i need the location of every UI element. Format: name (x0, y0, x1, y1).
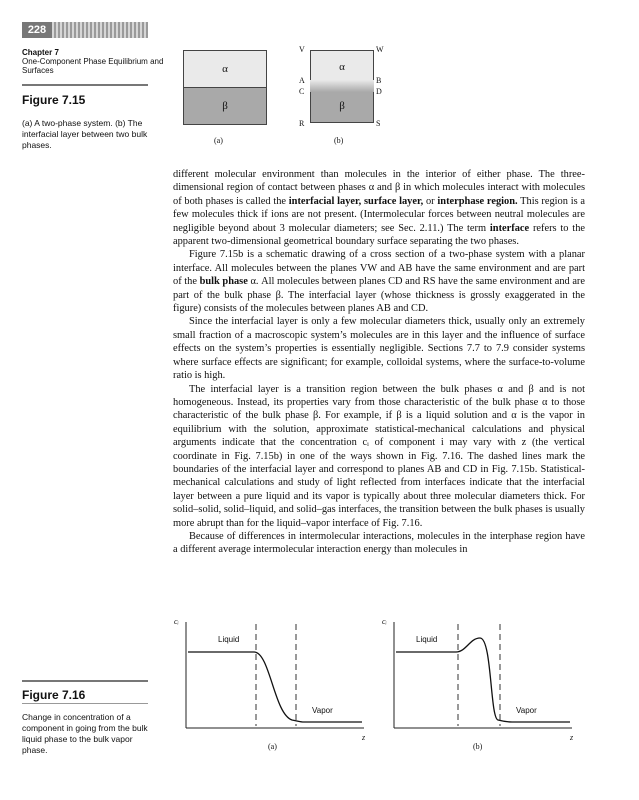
plane-label-r: R (299, 119, 305, 128)
plane-label-v: V (299, 45, 305, 54)
paragraph-1: different molecular environment than molecules in the interior of either phase. The three-dimensional region of contact between phases α and β in which molecules interact with molecules of both phases is called the interfacial layer, surface layer, or interphase region. This region is a few molecules thick if ions are not present. (Intermolecular forces between neutral molecules are negligible beyond about 3 molecular diameters; see Sec. 2.11.) The term interface refers to the apparent two-dimensional geometrical boundary surface separating the two phases. (173, 169, 586, 248)
phase-alpha-box-b (310, 50, 374, 81)
figure-rule (22, 84, 148, 86)
figure-716-label: Figure 7.16 (22, 688, 86, 702)
figure-rule-3 (22, 703, 148, 704)
paragraph-5: Because of differences in intermolecular interactions, molecules in the interphase region have a different average intermolecular interaction energy than molecules in (173, 530, 585, 556)
x-axis-label-a: z (362, 733, 366, 742)
plane-label-b: B (376, 76, 382, 85)
y-axis-label-a: cᵢ (174, 617, 179, 626)
vapor-label-a: Vapor (312, 706, 333, 715)
paragraph-3: Since the interfacial layer is only a few molecular diameters thick, usually only an extremely small fraction of a macroscopic system’s molecules are in this layer and the influence of surface effects on the system’s properties is essentially negligible. Sections 7.7 to 7.9 consider systems where surface effects are significant; for example, colloidal systems, where the surface-to-volume ratio is high. (173, 316, 585, 382)
plot-b (382, 614, 582, 754)
liquid-label-b: Liquid (416, 635, 438, 644)
concentration-curve-b (396, 638, 570, 722)
plane-label-d: D (376, 87, 382, 96)
page-number: 228 (22, 22, 52, 38)
panel-a-label-716: (a) (268, 742, 277, 751)
panel-b-label-716: (b) (473, 742, 483, 751)
beta-symbol: β (222, 100, 228, 112)
plane-label-c: C (299, 87, 305, 96)
x-axis-label-b: z (570, 733, 574, 742)
liquid-label-a: Liquid (218, 635, 240, 644)
figure-715-label: Figure 7.15 (22, 93, 86, 107)
plane-label-w: W (376, 45, 384, 54)
alpha-symbol-b: α (339, 61, 345, 73)
phase-beta-box-b (310, 92, 374, 123)
beta-symbol-b: β (339, 100, 345, 112)
plane-label-a: A (299, 76, 305, 85)
paragraph-2: Figure 7.15b is a schematic drawing of a cross section of a two-phase system with a planar interface. All molecules between the planes VW and AB have the same environment and are part of the bulk phase α. All molecules between planes CD and RS have the same environment and are part of the bulk phase β. The interfacial layer (whose thickness is grossly exaggerated in the figure) consists of the molecules between planes AB and CD. (173, 249, 586, 315)
figure-715-caption: (a) A two-phase system. (b) The interfacial layer between two bulk phases. (22, 118, 148, 150)
chapter-number: Chapter 7 (22, 48, 59, 57)
panel-a-label: (a) (214, 136, 223, 145)
figure-rule-2 (22, 680, 148, 682)
vapor-label-b: Vapor (516, 706, 537, 715)
body-text (173, 168, 585, 557)
y-axis-label-b: cᵢ (382, 617, 387, 626)
plane-label-s: S (376, 119, 381, 128)
concentration-curve-a (188, 652, 362, 722)
paragraph-4: The interfacial layer is a transition region between the bulk phases α and β and is not homogeneous. Instead, its properties vary from those characteristic of the bulk phase α to those characteristic of the bulk phase β. For example, if β is a liquid solution and α is the vapor in equilibrium with the solution, approximate statistical-mechanical calculations and physical arguments indicate that the concentration cᵢ of component i may vary with z (the vertical coordinate in Fig. 7.15b) in one of the ways shown in Fig. 7.16. The dashed lines mark the boundaries of the interfacial layer and correspond to planes AB and CD in Fig. 7.15b. Statistical-mechanical calculations and study of light reflected from interfaces indicate that the interfacial layer between a pure liquid and its vapor is typically about three molecular diameters thick. For solid–solid, solid–liquid, and solid–gas interfaces, the transition between the bulk phases is usually more abrupt than for the liquid–vapor interface of Fig. 7.16. (173, 383, 585, 529)
plot-a (174, 614, 374, 754)
phase-alpha-box-a (183, 50, 267, 89)
chapter-heading (22, 48, 172, 75)
chapter-title: One-Component Phase Equilibrium and Surfaces (22, 57, 164, 75)
phase-beta-box-a (183, 87, 267, 125)
interfacial-layer (310, 80, 374, 92)
plot-a-svg (174, 614, 374, 754)
panel-b-label: (b) (334, 136, 344, 145)
figure-716-caption: Change in concentration of a component in going from the bulk liquid phase to the bulk vapor phase. (22, 712, 148, 755)
alpha-symbol: α (222, 63, 228, 75)
plot-b-svg (382, 614, 582, 754)
